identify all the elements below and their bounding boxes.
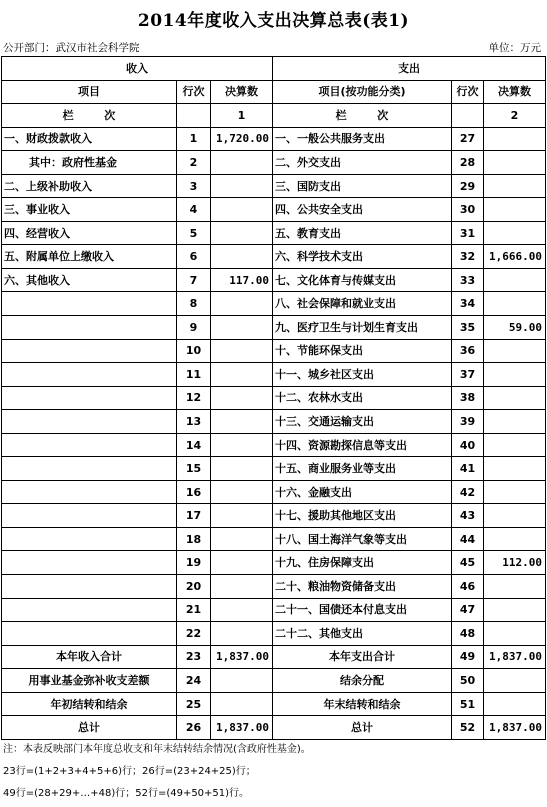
income-summary-amount-cell: 1,837.00 bbox=[211, 645, 273, 669]
expense-summary-amount-cell: 1,837.00 bbox=[484, 645, 546, 669]
income-row-no-cell: 1 bbox=[177, 127, 211, 151]
income-item-cell bbox=[2, 339, 177, 363]
expense-row-no-cell: 48 bbox=[452, 622, 484, 646]
expense-row-no-cell: 32 bbox=[452, 245, 484, 269]
income-amount-cell bbox=[211, 316, 273, 340]
expense-amount-cell bbox=[484, 480, 546, 504]
income-amount-cell bbox=[211, 151, 273, 175]
expense-row-no-cell: 33 bbox=[452, 268, 484, 292]
expense-row-no-cell: 43 bbox=[452, 504, 484, 528]
expense-row-no-cell: 35 bbox=[452, 316, 484, 340]
expense-item-cell: 十、节能环保支出 bbox=[273, 339, 452, 363]
expense-column-number: 2 bbox=[484, 104, 546, 128]
income-row-no-cell: 7 bbox=[177, 268, 211, 292]
expense-column-blank bbox=[452, 104, 484, 128]
expense-item-cell: 十二、农林水支出 bbox=[273, 386, 452, 410]
expense-item-header: 项目(按功能分类) bbox=[273, 80, 452, 104]
table-row bbox=[2, 198, 546, 222]
expense-amount-cell bbox=[484, 221, 546, 245]
income-amount-cell bbox=[211, 575, 273, 599]
income-amount-cell bbox=[211, 174, 273, 198]
expense-row-no-cell: 27 bbox=[452, 127, 484, 151]
income-amount-cell bbox=[211, 551, 273, 575]
table-row bbox=[2, 245, 546, 269]
table-row bbox=[2, 527, 546, 551]
income-row-no-cell: 21 bbox=[177, 598, 211, 622]
income-row-no-cell: 20 bbox=[177, 575, 211, 599]
table-row bbox=[2, 598, 546, 622]
summary-row bbox=[2, 692, 546, 716]
expense-item-cell: 二十二、其他支出 bbox=[273, 622, 452, 646]
expense-amount-cell bbox=[484, 575, 546, 599]
income-summary-row-no-cell: 24 bbox=[177, 669, 211, 693]
income-column-label: 栏 次 bbox=[2, 104, 177, 128]
expense-item-cell: 十六、金融支出 bbox=[273, 480, 452, 504]
expense-item-cell: 十七、援助其他地区支出 bbox=[273, 504, 452, 528]
expense-item-cell: 十五、商业服务业等支出 bbox=[273, 457, 452, 481]
income-row-no-cell: 18 bbox=[177, 527, 211, 551]
expense-row-no-cell: 28 bbox=[452, 151, 484, 175]
expense-amount-cell bbox=[484, 292, 546, 316]
expense-amount-cell bbox=[484, 410, 546, 434]
expense-amount-cell bbox=[484, 151, 546, 175]
expense-item-cell: 三、国防支出 bbox=[273, 174, 452, 198]
income-row-no-cell: 3 bbox=[177, 174, 211, 198]
column-header-row bbox=[2, 80, 546, 104]
expense-item-cell: 十四、资源勘探信息等支出 bbox=[273, 433, 452, 457]
expense-amount-cell bbox=[484, 386, 546, 410]
footnote-line: 注：本表反映部门本年度总收支和年末结转结余情况(含政府性基金)。 bbox=[3, 744, 311, 755]
expense-amount-cell bbox=[484, 504, 546, 528]
income-item-cell bbox=[2, 363, 177, 387]
expense-row-no-cell: 37 bbox=[452, 363, 484, 387]
expense-row-no-cell: 44 bbox=[452, 527, 484, 551]
table-row bbox=[2, 268, 546, 292]
expense-row-no-cell: 40 bbox=[452, 433, 484, 457]
income-item-cell bbox=[2, 316, 177, 340]
expense-item-cell: 五、教育支出 bbox=[273, 221, 452, 245]
table-row bbox=[2, 316, 546, 340]
income-item-header: 项目 bbox=[2, 80, 177, 104]
income-item-cell: 其中：政府性基金 bbox=[2, 151, 177, 175]
expense-group-header: 支出 bbox=[273, 57, 546, 81]
income-summary-item-cell: 总计 bbox=[2, 716, 177, 740]
expense-row-no-cell: 42 bbox=[452, 480, 484, 504]
income-summary-item-cell: 用事业基金弥补收支差额 bbox=[2, 669, 177, 693]
table-title: 2014年度收入支出决算总表(表1) bbox=[137, 11, 410, 31]
income-amount-header: 决算数 bbox=[211, 80, 273, 104]
table-row bbox=[2, 292, 546, 316]
footnote-line: 23行=(1+2+3+4+5+6)行；26行=(23+24+25)行； bbox=[3, 766, 256, 777]
expense-row-no-cell: 39 bbox=[452, 410, 484, 434]
table-row bbox=[2, 386, 546, 410]
expense-amount-cell bbox=[484, 198, 546, 222]
table-row bbox=[2, 151, 546, 175]
expense-item-cell: 一、一般公共服务支出 bbox=[273, 127, 452, 151]
table-row bbox=[2, 504, 546, 528]
income-item-cell: 六、其他收入 bbox=[2, 268, 177, 292]
expense-amount-cell: 59.00 bbox=[484, 316, 546, 340]
expense-item-cell: 十三、交通运输支出 bbox=[273, 410, 452, 434]
expense-summary-amount-cell bbox=[484, 692, 546, 716]
expense-row-no-cell: 47 bbox=[452, 598, 484, 622]
table-row bbox=[2, 363, 546, 387]
expense-amount-cell bbox=[484, 457, 546, 481]
expense-summary-amount-cell: 1,837.00 bbox=[484, 716, 546, 740]
expense-row-no-cell: 45 bbox=[452, 551, 484, 575]
expense-amount-cell bbox=[484, 363, 546, 387]
income-row-no-cell: 5 bbox=[177, 221, 211, 245]
income-group-header: 收入 bbox=[2, 57, 273, 81]
expense-row-no-cell: 29 bbox=[452, 174, 484, 198]
expense-item-cell: 六、科学技术支出 bbox=[273, 245, 452, 269]
income-amount-cell bbox=[211, 598, 273, 622]
income-amount-cell bbox=[211, 433, 273, 457]
expense-item-cell: 十一、城乡社区支出 bbox=[273, 363, 452, 387]
income-amount-cell bbox=[211, 504, 273, 528]
income-amount-cell bbox=[211, 622, 273, 646]
income-amount-cell bbox=[211, 221, 273, 245]
income-item-cell bbox=[2, 575, 177, 599]
expense-summary-row-no-cell: 50 bbox=[452, 669, 484, 693]
income-amount-cell: 117.00 bbox=[211, 268, 273, 292]
income-amount-cell bbox=[211, 457, 273, 481]
income-amount-cell bbox=[211, 198, 273, 222]
table-row bbox=[2, 410, 546, 434]
table-row bbox=[2, 127, 546, 151]
income-row-no-cell: 6 bbox=[177, 245, 211, 269]
income-item-cell bbox=[2, 457, 177, 481]
expense-row-no-cell: 41 bbox=[452, 457, 484, 481]
expense-row-no-cell: 30 bbox=[452, 198, 484, 222]
expense-row-no-cell: 34 bbox=[452, 292, 484, 316]
income-row-no-cell: 2 bbox=[177, 151, 211, 175]
budget-summary-table bbox=[1, 56, 546, 740]
group-header-row bbox=[2, 57, 546, 81]
income-amount-cell bbox=[211, 292, 273, 316]
income-summary-item-cell: 本年收入合计 bbox=[2, 645, 177, 669]
income-row-no-cell: 14 bbox=[177, 433, 211, 457]
income-row-no-cell: 17 bbox=[177, 504, 211, 528]
expense-item-cell: 七、文化体育与传媒支出 bbox=[273, 268, 452, 292]
income-row-no-cell: 19 bbox=[177, 551, 211, 575]
income-item-cell bbox=[2, 598, 177, 622]
income-column-number: 1 bbox=[211, 104, 273, 128]
summary-row bbox=[2, 716, 546, 740]
expense-amount-cell: 112.00 bbox=[484, 551, 546, 575]
income-summary-row-no-cell: 25 bbox=[177, 692, 211, 716]
income-column-blank bbox=[177, 104, 211, 128]
expense-item-cell: 十八、国土海洋气象等支出 bbox=[273, 527, 452, 551]
income-row-no-cell: 13 bbox=[177, 410, 211, 434]
expense-amount-cell: 1,666.00 bbox=[484, 245, 546, 269]
income-amount-cell bbox=[211, 363, 273, 387]
income-row-no-cell: 11 bbox=[177, 363, 211, 387]
expense-item-cell: 八、社会保障和就业支出 bbox=[273, 292, 452, 316]
income-row-no-cell: 22 bbox=[177, 622, 211, 646]
expense-summary-row-no-cell: 51 bbox=[452, 692, 484, 716]
expense-amount-cell bbox=[484, 622, 546, 646]
income-row-no-header: 行次 bbox=[177, 80, 211, 104]
expense-item-cell: 二、外交支出 bbox=[273, 151, 452, 175]
table-row bbox=[2, 221, 546, 245]
income-amount-cell: 1,720.00 bbox=[211, 127, 273, 151]
table-row bbox=[2, 433, 546, 457]
expense-summary-item-cell: 总计 bbox=[273, 716, 452, 740]
income-item-cell: 四、经营收入 bbox=[2, 221, 177, 245]
income-amount-cell bbox=[211, 527, 273, 551]
income-summary-amount-cell bbox=[211, 692, 273, 716]
income-item-cell bbox=[2, 292, 177, 316]
income-item-cell: 一、财政拨款收入 bbox=[2, 127, 177, 151]
expense-row-no-cell: 46 bbox=[452, 575, 484, 599]
income-row-no-cell: 8 bbox=[177, 292, 211, 316]
income-item-cell bbox=[2, 433, 177, 457]
expense-amount-cell bbox=[484, 268, 546, 292]
expense-summary-row-no-cell: 49 bbox=[452, 645, 484, 669]
expense-summary-row-no-cell: 52 bbox=[452, 716, 484, 740]
table-row bbox=[2, 339, 546, 363]
expense-row-no-cell: 31 bbox=[452, 221, 484, 245]
expense-summary-item-cell: 结余分配 bbox=[273, 669, 452, 693]
expense-row-no-header: 行次 bbox=[452, 80, 484, 104]
footnote-line: 49行=(28+29+…+48)行；52行=(49+50+51)行。 bbox=[3, 788, 250, 799]
footnotes bbox=[3, 739, 311, 805]
income-item-cell bbox=[2, 410, 177, 434]
expense-amount-cell bbox=[484, 527, 546, 551]
expense-row-no-cell: 36 bbox=[452, 339, 484, 363]
table-row bbox=[2, 457, 546, 481]
expense-item-cell: 二十、粮油物资储备支出 bbox=[273, 575, 452, 599]
expense-row-no-cell: 38 bbox=[452, 386, 484, 410]
income-row-no-cell: 4 bbox=[177, 198, 211, 222]
income-summary-amount-cell: 1,837.00 bbox=[211, 716, 273, 740]
column-number-row bbox=[2, 104, 546, 128]
summary-row bbox=[2, 669, 546, 693]
expense-column-label: 栏 次 bbox=[273, 104, 452, 128]
income-item-cell: 五、附属单位上缴收入 bbox=[2, 245, 177, 269]
table-row bbox=[2, 622, 546, 646]
expense-amount-header: 决算数 bbox=[484, 80, 546, 104]
income-item-cell bbox=[2, 527, 177, 551]
expense-item-cell: 九、医疗卫生与计划生育支出 bbox=[273, 316, 452, 340]
income-item-cell bbox=[2, 480, 177, 504]
income-summary-item-cell: 年初结转和结余 bbox=[2, 692, 177, 716]
expense-summary-item-cell: 本年支出合计 bbox=[273, 645, 452, 669]
expense-amount-cell bbox=[484, 339, 546, 363]
income-row-no-cell: 15 bbox=[177, 457, 211, 481]
income-amount-cell bbox=[211, 480, 273, 504]
unit-label: 单位：万元 bbox=[488, 42, 541, 54]
expense-amount-cell bbox=[484, 598, 546, 622]
expense-amount-cell bbox=[484, 433, 546, 457]
department-label: 公开部门：武汉市社会科学院 bbox=[3, 42, 140, 54]
table-body bbox=[2, 57, 546, 740]
income-item-cell: 三、事业收入 bbox=[2, 198, 177, 222]
income-amount-cell bbox=[211, 386, 273, 410]
income-amount-cell bbox=[211, 339, 273, 363]
expense-amount-cell bbox=[484, 127, 546, 151]
expense-item-cell: 十九、住房保障支出 bbox=[273, 551, 452, 575]
income-row-no-cell: 16 bbox=[177, 480, 211, 504]
income-summary-row-no-cell: 23 bbox=[177, 645, 211, 669]
expense-amount-cell bbox=[484, 174, 546, 198]
income-row-no-cell: 12 bbox=[177, 386, 211, 410]
expense-summary-amount-cell bbox=[484, 669, 546, 693]
income-item-cell bbox=[2, 551, 177, 575]
income-amount-cell bbox=[211, 410, 273, 434]
expense-item-cell: 四、公共安全支出 bbox=[273, 198, 452, 222]
income-item-cell bbox=[2, 504, 177, 528]
income-summary-amount-cell bbox=[211, 669, 273, 693]
income-summary-row-no-cell: 26 bbox=[177, 716, 211, 740]
income-row-no-cell: 10 bbox=[177, 339, 211, 363]
income-item-cell bbox=[2, 386, 177, 410]
table-row bbox=[2, 174, 546, 198]
table-row bbox=[2, 551, 546, 575]
expense-item-cell: 二十一、国债还本付息支出 bbox=[273, 598, 452, 622]
income-amount-cell bbox=[211, 245, 273, 269]
income-item-cell bbox=[2, 622, 177, 646]
income-item-cell: 二、上级补助收入 bbox=[2, 174, 177, 198]
table-row bbox=[2, 480, 546, 504]
table-row bbox=[2, 575, 546, 599]
expense-summary-item-cell: 年末结转和结余 bbox=[273, 692, 452, 716]
summary-row bbox=[2, 645, 546, 669]
income-row-no-cell: 9 bbox=[177, 316, 211, 340]
